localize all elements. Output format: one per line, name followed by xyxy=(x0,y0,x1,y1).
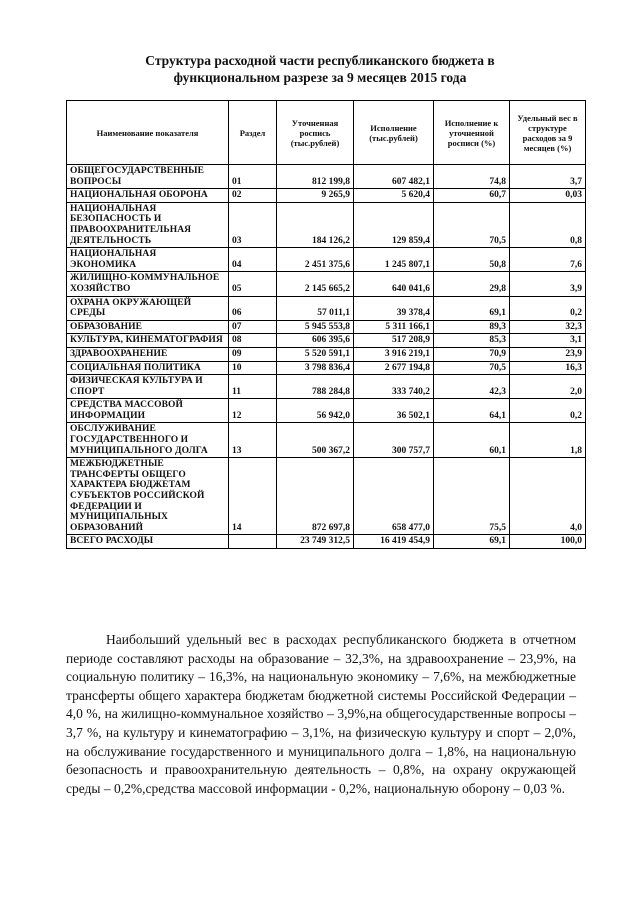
table-row xyxy=(67,296,586,320)
table-row xyxy=(67,361,586,375)
row-name: ОХРАНА ОКРУЖАЮЩЕЙ СРЕДЫ xyxy=(67,296,229,320)
row-actual-value: 129 859,4 xyxy=(354,202,434,247)
row-name: НАЦИОНАЛЬНАЯ ОБОРОНА xyxy=(67,189,229,203)
row-plan-value: 184 126,2 xyxy=(277,202,354,247)
row-section-code: 06 xyxy=(229,296,277,320)
row-section-code: 05 xyxy=(229,272,277,296)
row-plan-value: 23 749 312,5 xyxy=(277,535,354,549)
row-plan-value: 788 284,8 xyxy=(277,375,354,399)
row-percent-value: 60,7 xyxy=(434,189,510,203)
row-name: МЕЖБЮДЖЕТНЫЕ ТРАНСФЕРТЫ ОБЩЕГО ХАРАКТЕРА БЮДЖЕТАМ СУБЪЕКТОВ РОССИЙСКОЙ ФЕДЕРАЦИИ И МУНИЦИПАЛЬНЫХ ОБРАЗОВАНИЙ xyxy=(67,458,229,535)
row-name: ОБСЛУЖИВАНИЕ ГОСУДАРСТВЕННОГО И МУНИЦИПАЛЬНОГО ДОЛГА xyxy=(67,423,229,458)
header-section: Раздел xyxy=(229,101,277,165)
row-section-code: 09 xyxy=(229,347,277,361)
row-plan-value: 3 798 836,4 xyxy=(277,361,354,375)
summary-paragraph: Наибольший удельный вес в расходах республиканского бюджета в отчетном периоде составляют расходы на образование – 32,3%, на здравоохранение – 23,9%, на социальную политику – 16,3%, на национальную экономику – 7,6%, на межбюджетные трансферты общего характера бюджетам бюджетной системы Российской Федерации – 4,0 %, на жилищно-коммунальное хозяйство – 3,9%,на общегосударственные вопросы – 3,7 %, на культуру и кинематографию – 3,1%, на физическую культуру и спорт – 2,0%, на обслуживание государственного и муниципального долга – 1,8%, на национальную безопасность и правоохранительную деятельность – 0,8%, на охрану окружающей среды – 0,2%,средства массовой информации - 0,2%, национальную оборону – 0,03 %. xyxy=(66,632,576,796)
row-percent-value: 60,1 xyxy=(434,423,510,458)
row-actual-value: 300 757,7 xyxy=(354,423,434,458)
row-name: ВСЕГО РАСХОДЫ xyxy=(67,535,229,549)
row-share-value: 0,03 xyxy=(510,189,586,203)
row-name: СРЕДСТВА МАССОВОЙ ИНФОРМАЦИИ xyxy=(67,399,229,423)
row-share-value: 0,2 xyxy=(510,296,586,320)
table-row xyxy=(67,320,586,334)
row-share-value: 3,1 xyxy=(510,334,586,348)
row-share-value: 7,6 xyxy=(510,248,586,272)
row-plan-value: 56 942,0 xyxy=(277,399,354,423)
row-name: НАЦИОНАЛЬНАЯ ЭКОНОМИКА xyxy=(67,248,229,272)
row-section-code: 03 xyxy=(229,202,277,247)
row-actual-value: 607 482,1 xyxy=(354,165,434,189)
row-actual-value: 39 378,4 xyxy=(354,296,434,320)
row-share-value: 4,0 xyxy=(510,458,586,535)
row-actual-value: 16 419 454,9 xyxy=(354,535,434,549)
row-share-value: 100,0 xyxy=(510,535,586,549)
row-actual-value: 36 502,1 xyxy=(354,399,434,423)
row-section-code: 02 xyxy=(229,189,277,203)
row-section-code: 04 xyxy=(229,248,277,272)
row-share-value: 16,3 xyxy=(510,361,586,375)
row-name: ЖИЛИЩНО-КОММУНАЛЬНОЕ ХОЗЯЙСТВО xyxy=(67,272,229,296)
row-actual-value: 2 677 194,8 xyxy=(354,361,434,375)
table-row xyxy=(67,334,586,348)
table-row xyxy=(67,189,586,203)
row-share-value: 0,8 xyxy=(510,202,586,247)
header-name: Наименование показателя xyxy=(67,101,229,165)
row-section-code: 13 xyxy=(229,423,277,458)
table-row xyxy=(67,202,586,247)
row-percent-value: 69,1 xyxy=(434,535,510,549)
row-plan-value: 57 011,1 xyxy=(277,296,354,320)
table-header-row xyxy=(67,101,586,165)
row-percent-value: 29,8 xyxy=(434,272,510,296)
row-section-code xyxy=(229,535,277,549)
header-plan: Уточненная роспись (тыс.рублей) xyxy=(277,101,354,165)
title-line-2: функциональном разрезе за 9 месяцев 2015 года xyxy=(173,70,467,85)
title-line-1: Структура расходной части республиканского бюджета в xyxy=(145,53,495,68)
table-row xyxy=(67,399,586,423)
row-percent-value: 50,8 xyxy=(434,248,510,272)
row-actual-value: 517 208,9 xyxy=(354,334,434,348)
row-actual-value: 658 477,0 xyxy=(354,458,434,535)
table-row xyxy=(67,423,586,458)
table-row xyxy=(67,375,586,399)
row-share-value: 23,9 xyxy=(510,347,586,361)
row-name: КУЛЬТУРА, КИНЕМАТОГРАФИЯ xyxy=(67,334,229,348)
table-row xyxy=(67,165,586,189)
row-percent-value: 85,3 xyxy=(434,334,510,348)
row-percent-value: 70,5 xyxy=(434,202,510,247)
row-section-code: 10 xyxy=(229,361,277,375)
table-row xyxy=(67,272,586,296)
row-share-value: 32,3 xyxy=(510,320,586,334)
row-name: ФИЗИЧЕСКАЯ КУЛЬТУРА И СПОРТ xyxy=(67,375,229,399)
row-actual-value: 333 740,2 xyxy=(354,375,434,399)
row-section-code: 11 xyxy=(229,375,277,399)
row-percent-value: 75,5 xyxy=(434,458,510,535)
table-row xyxy=(67,458,586,535)
row-section-code: 07 xyxy=(229,320,277,334)
row-plan-value: 606 395,6 xyxy=(277,334,354,348)
row-plan-value: 500 367,2 xyxy=(277,423,354,458)
table-row xyxy=(67,248,586,272)
row-plan-value: 5 945 553,8 xyxy=(277,320,354,334)
row-actual-value: 3 916 219,1 xyxy=(354,347,434,361)
budget-table xyxy=(66,100,586,549)
row-share-value: 3,7 xyxy=(510,165,586,189)
row-section-code: 08 xyxy=(229,334,277,348)
row-plan-value: 2 145 665,2 xyxy=(277,272,354,296)
row-plan-value: 9 265,9 xyxy=(277,189,354,203)
table-row xyxy=(67,347,586,361)
header-actual: Исполнение (тыс.рублей) xyxy=(354,101,434,165)
row-name: СОЦИАЛЬНАЯ ПОЛИТИКА xyxy=(67,361,229,375)
header-percent: Исполнение к уточненной росписи (%) xyxy=(434,101,510,165)
row-percent-value: 64,1 xyxy=(434,399,510,423)
row-name: ОБРАЗОВАНИЕ xyxy=(67,320,229,334)
row-percent-value: 42,3 xyxy=(434,375,510,399)
row-actual-value: 1 245 807,1 xyxy=(354,248,434,272)
row-plan-value: 5 520 591,1 xyxy=(277,347,354,361)
row-share-value: 0,2 xyxy=(510,399,586,423)
row-actual-value: 5 311 166,1 xyxy=(354,320,434,334)
row-section-code: 01 xyxy=(229,165,277,189)
row-section-code: 12 xyxy=(229,399,277,423)
row-percent-value: 70,9 xyxy=(434,347,510,361)
row-percent-value: 89,3 xyxy=(434,320,510,334)
table-total-row xyxy=(67,535,586,549)
row-share-value: 1,8 xyxy=(510,423,586,458)
row-name: ЗДРАВООХРАНЕНИЕ xyxy=(67,347,229,361)
row-name: НАЦИОНАЛЬНАЯ БЕЗОПАСНОСТЬ И ПРАВООХРАНИТЕЛЬНАЯ ДЕЯТЕЛЬНОСТЬ xyxy=(67,202,229,247)
row-name: ОБЩЕГОСУДАРСТВЕННЫЕ ВОПРОСЫ xyxy=(67,165,229,189)
row-percent-value: 69,1 xyxy=(434,296,510,320)
row-percent-value: 74,8 xyxy=(434,165,510,189)
document-title xyxy=(0,52,640,86)
row-share-value: 3,9 xyxy=(510,272,586,296)
row-share-value: 2,0 xyxy=(510,375,586,399)
row-actual-value: 5 620,4 xyxy=(354,189,434,203)
row-section-code: 14 xyxy=(229,458,277,535)
row-plan-value: 872 697,8 xyxy=(277,458,354,535)
header-share: Удельный вес в структуре расходов за 9 месяцев (%) xyxy=(510,101,586,165)
row-plan-value: 2 451 375,6 xyxy=(277,248,354,272)
row-percent-value: 70,5 xyxy=(434,361,510,375)
row-plan-value: 812 199,8 xyxy=(277,165,354,189)
table-body xyxy=(67,165,586,549)
row-actual-value: 640 041,6 xyxy=(354,272,434,296)
